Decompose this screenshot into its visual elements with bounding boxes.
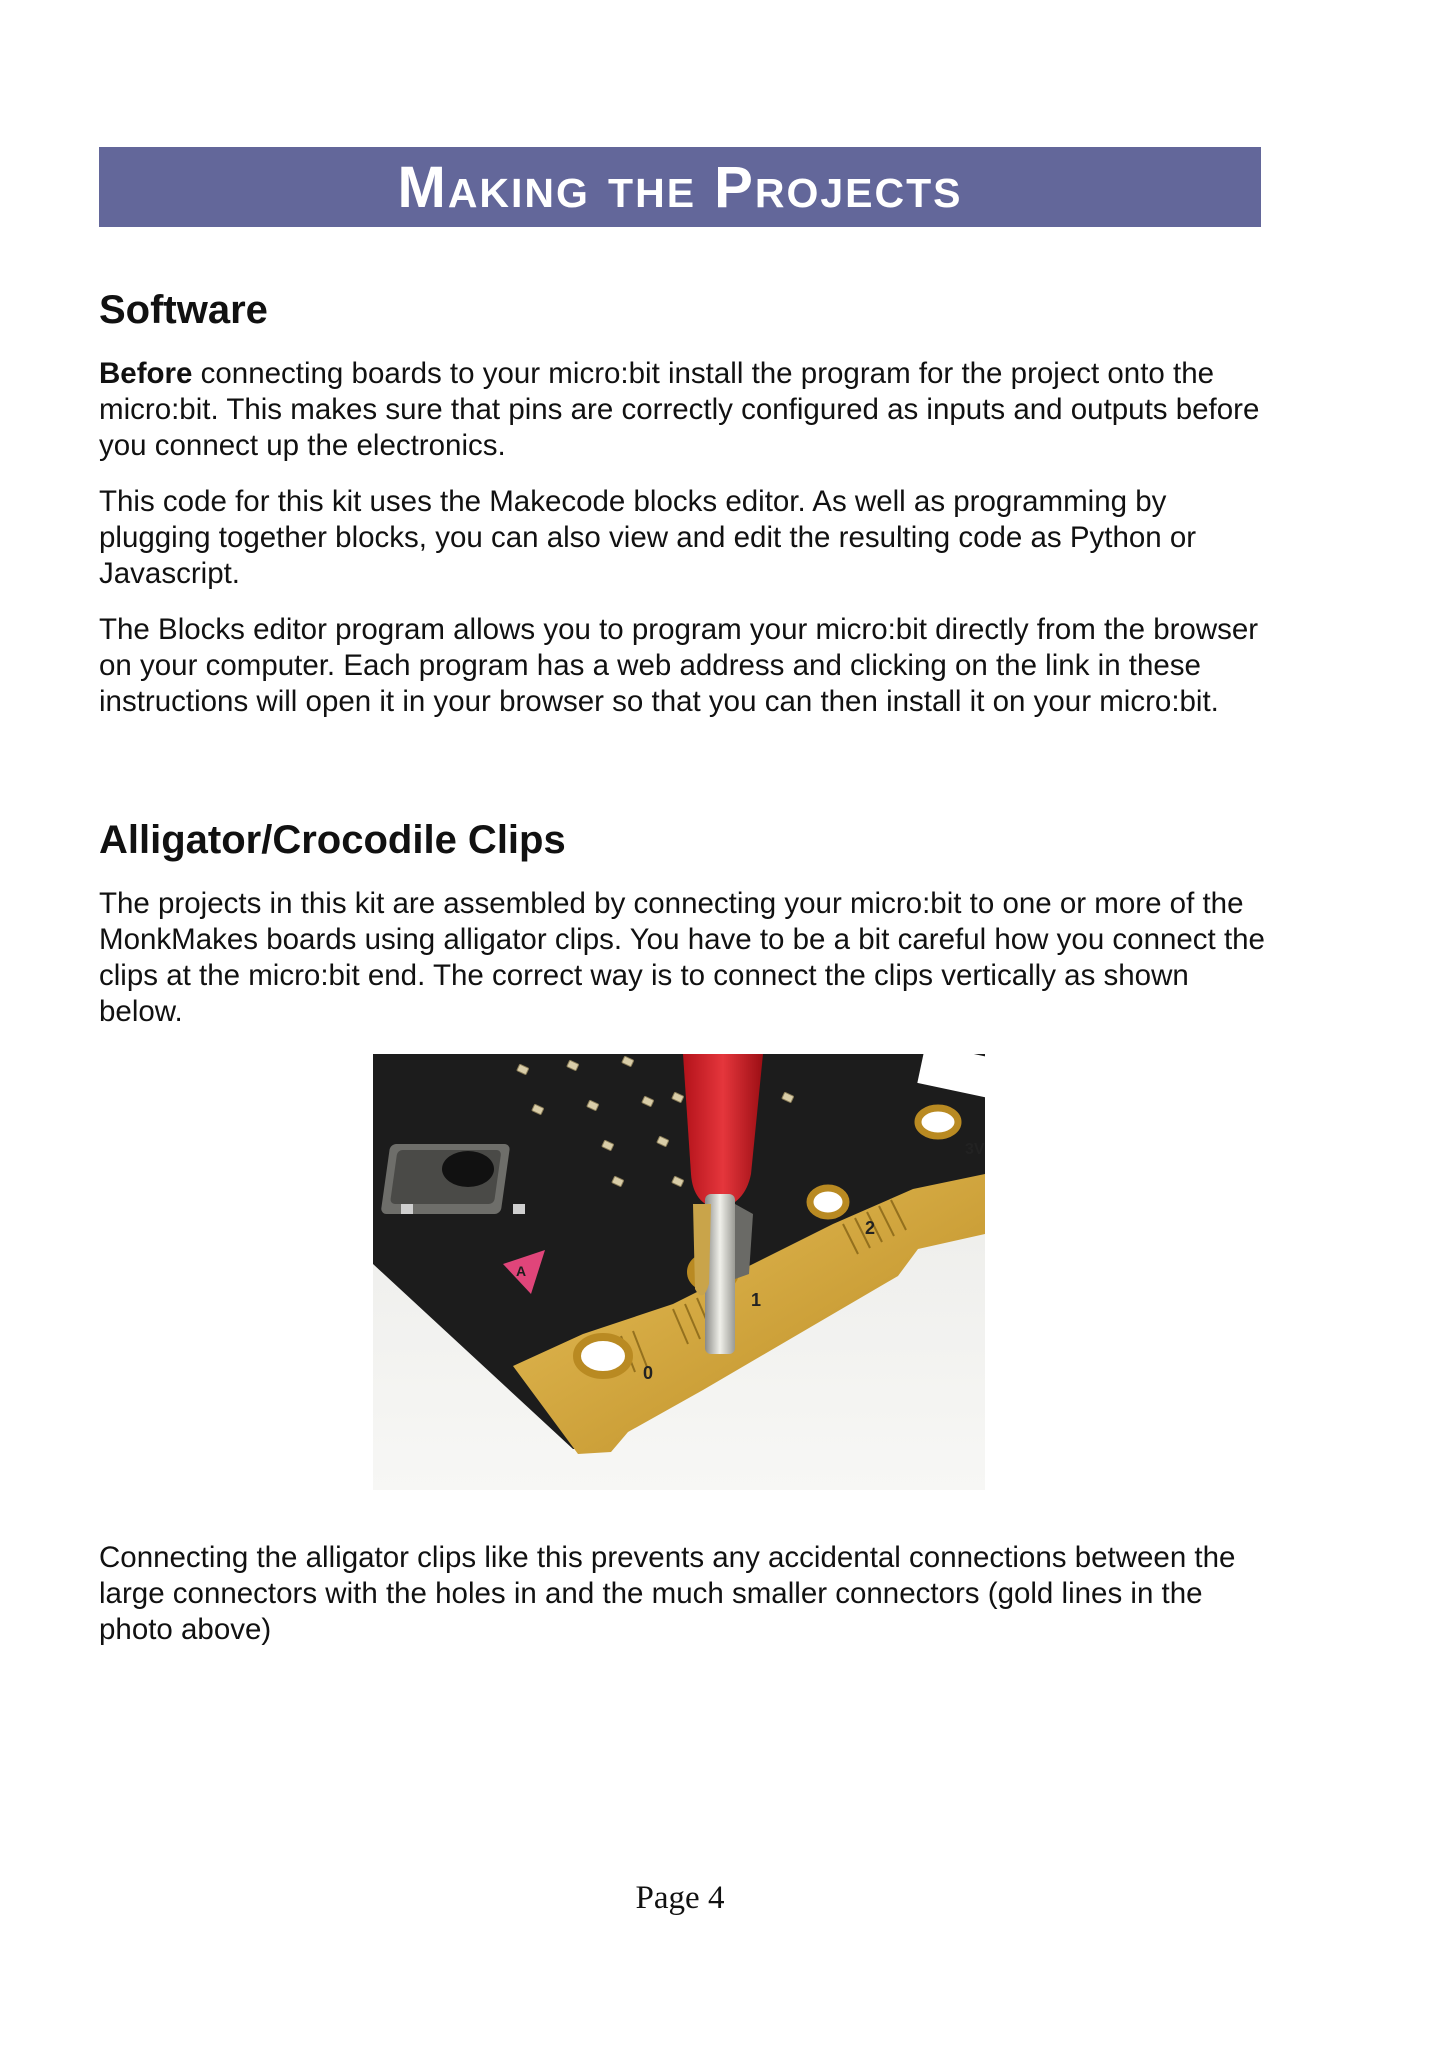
software-heading: Software [99, 288, 268, 332]
software-paragraph-3: The Blocks editor program allows you to program your micro:bit directly from the browser on your computer. Each program has a web address and clicking on the link in these instructions will open it in your browser so that you can then install it on your micro:bit. [99, 613, 1259, 718]
pin-label-2: 2 [865, 1218, 876, 1238]
section-banner [99, 147, 1261, 227]
software-paragraph-1-text: connecting boards to your micro:bit install the program for the project onto the micro:bit. This makes sure that pins are correctly configured as inputs and outputs before you connect up the electronics. [99, 357, 1260, 462]
page-number: Page 4 [635, 1880, 725, 1916]
svg-text:A: A [516, 1263, 527, 1279]
clips-heading: Alligator/Crocodile Clips [99, 818, 566, 862]
banner-title: Making the Projects [397, 154, 963, 220]
pin-label-3v: 3V [965, 1141, 985, 1158]
pin-label-1: 1 [751, 1290, 762, 1310]
pad-hole-0 [577, 1337, 629, 1375]
software-paragraph-1 [99, 356, 1269, 464]
pad-hole-2 [810, 1188, 846, 1216]
bold-before: Before [99, 357, 193, 390]
software-paragraph-2: This code for this kit uses the Makecode blocks editor. As well as programming by plugging together blocks, you can also view and edit the resulting code as Python or Javascript. [99, 485, 1197, 590]
clips-paragraph-2: Connecting the alligator clips like this prevents any accidental connections between the large connectors with the holes in and the much smaller connectors (gold lines in the photo above) [99, 1541, 1236, 1646]
pad-hole-3 [918, 1108, 958, 1136]
clips-paragraph-1: The projects in this kit are assembled by connecting your micro:bit to one or more of the MonkMakes boards using alligator clips. You have to be a bit careful how you connect the clips at the micro:bit end. The correct way is to connect the clips vertically as shown below. [99, 887, 1265, 1028]
microbit-illustration [373, 1054, 985, 1490]
pin-label-0: 0 [643, 1363, 654, 1383]
microbit-clip-photo [373, 1054, 985, 1490]
